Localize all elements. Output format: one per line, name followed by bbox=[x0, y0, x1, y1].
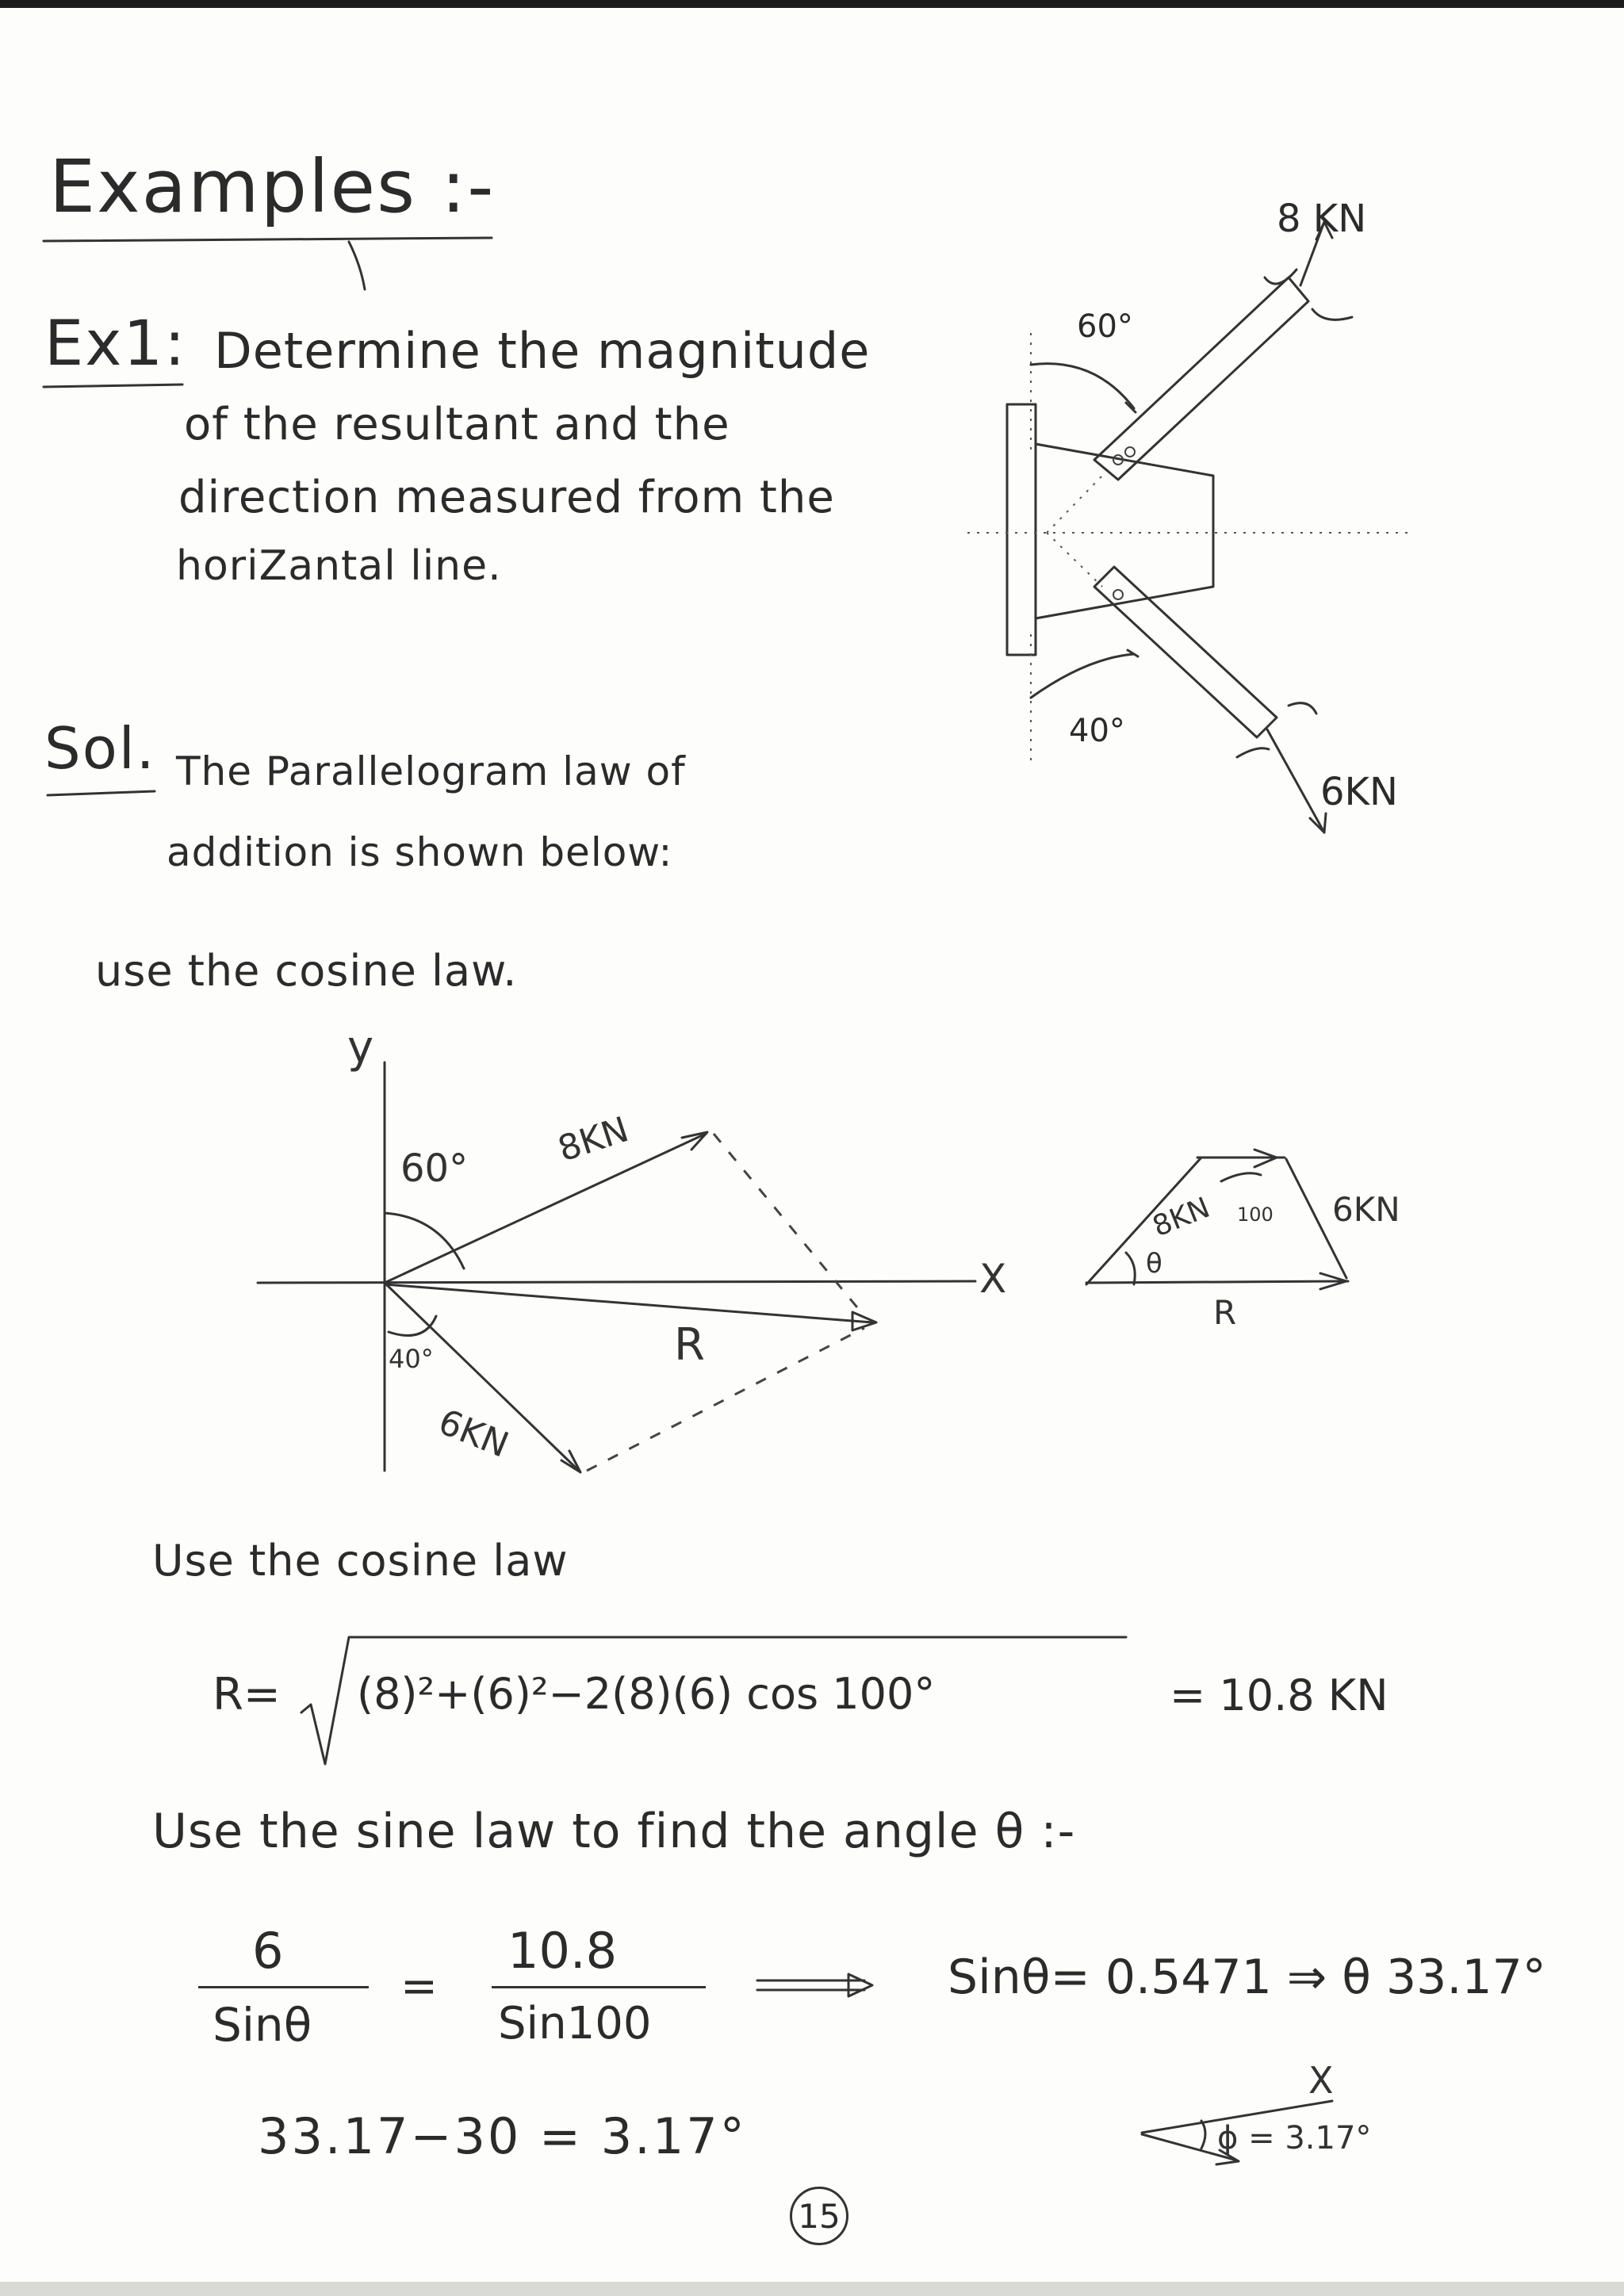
page-heading: Examples :- bbox=[49, 144, 496, 229]
triangle-angle-100: 100 bbox=[1237, 1203, 1274, 1226]
final-angle-sketch bbox=[1126, 2059, 1427, 2180]
angle-label-40: 40° bbox=[1069, 713, 1125, 749]
resultant-label: R bbox=[674, 1319, 705, 1371]
cosine-law-radicand: (8)²+(6)²−2(8)(6) cos 100° bbox=[357, 1669, 936, 1719]
triangle-label-r: R bbox=[1213, 1293, 1237, 1332]
final-x-label: X bbox=[1308, 2059, 1334, 2102]
cosine-law-result: = 10.8 KN bbox=[1170, 1670, 1388, 1720]
sol-label: Sol. bbox=[44, 715, 156, 782]
force-label-8kn: 8 KN bbox=[1277, 197, 1367, 241]
cosine-law-intro: use the cosine law. bbox=[95, 946, 518, 996]
final-phi-result: ϕ = 3.17° bbox=[1217, 2120, 1372, 2156]
cosine-law-lhs: R= bbox=[213, 1669, 281, 1720]
triangle-theta: θ bbox=[1146, 1248, 1162, 1280]
y-axis-label: y bbox=[347, 1022, 374, 1073]
ex1-line-3: direction measured from the bbox=[178, 472, 835, 523]
page-number bbox=[790, 2187, 848, 2245]
sine-law-equals: = bbox=[400, 1961, 438, 2012]
sine-law-result: Sinθ= 0.5471 ⇒ θ 33.17° bbox=[948, 1950, 1546, 2005]
sine-law-num-1: 6 bbox=[252, 1922, 284, 1980]
sine-law-den-1: Sinθ bbox=[213, 1998, 312, 2052]
angle-label-60: 60° bbox=[1077, 308, 1133, 345]
page-number-text: 15 bbox=[798, 2196, 841, 2236]
bottom-border bbox=[0, 2282, 1624, 2296]
triangle-label-6kn: 6KN bbox=[1332, 1190, 1400, 1229]
sine-law-title: Use the sine law to find the angle θ :- bbox=[152, 1804, 1076, 1859]
force-label-8kn: 8KN bbox=[553, 1109, 634, 1170]
ex1-line-2: of the resultant and the bbox=[184, 399, 730, 450]
triangle-label-8kn: 8KN bbox=[1148, 1191, 1215, 1244]
angle-label-60: 60° bbox=[400, 1146, 469, 1191]
sol-line-1: The Parallelogram law of bbox=[176, 748, 686, 794]
x-axis-label: X bbox=[979, 1256, 1007, 1302]
force-label-6kn: 6KN bbox=[432, 1401, 515, 1466]
sine-law-den-2: Sin100 bbox=[498, 1998, 652, 2049]
sine-law-num-2: 10.8 bbox=[508, 1922, 618, 1980]
ex1-line-1: Determine the magnitude bbox=[214, 322, 871, 380]
cosine-law-title: Use the cosine law bbox=[152, 1536, 569, 1586]
angle-label-40: 40° bbox=[389, 1344, 434, 1374]
force-label-6kn: 6KN bbox=[1320, 770, 1398, 814]
ex1-label: Ex1: bbox=[44, 308, 187, 380]
sol-line-2: addition is shown below: bbox=[167, 829, 673, 875]
final-calculation: 33.17−30 = 3.17° bbox=[258, 2107, 747, 2165]
ex1-line-4: horiZantal line. bbox=[176, 542, 502, 590]
